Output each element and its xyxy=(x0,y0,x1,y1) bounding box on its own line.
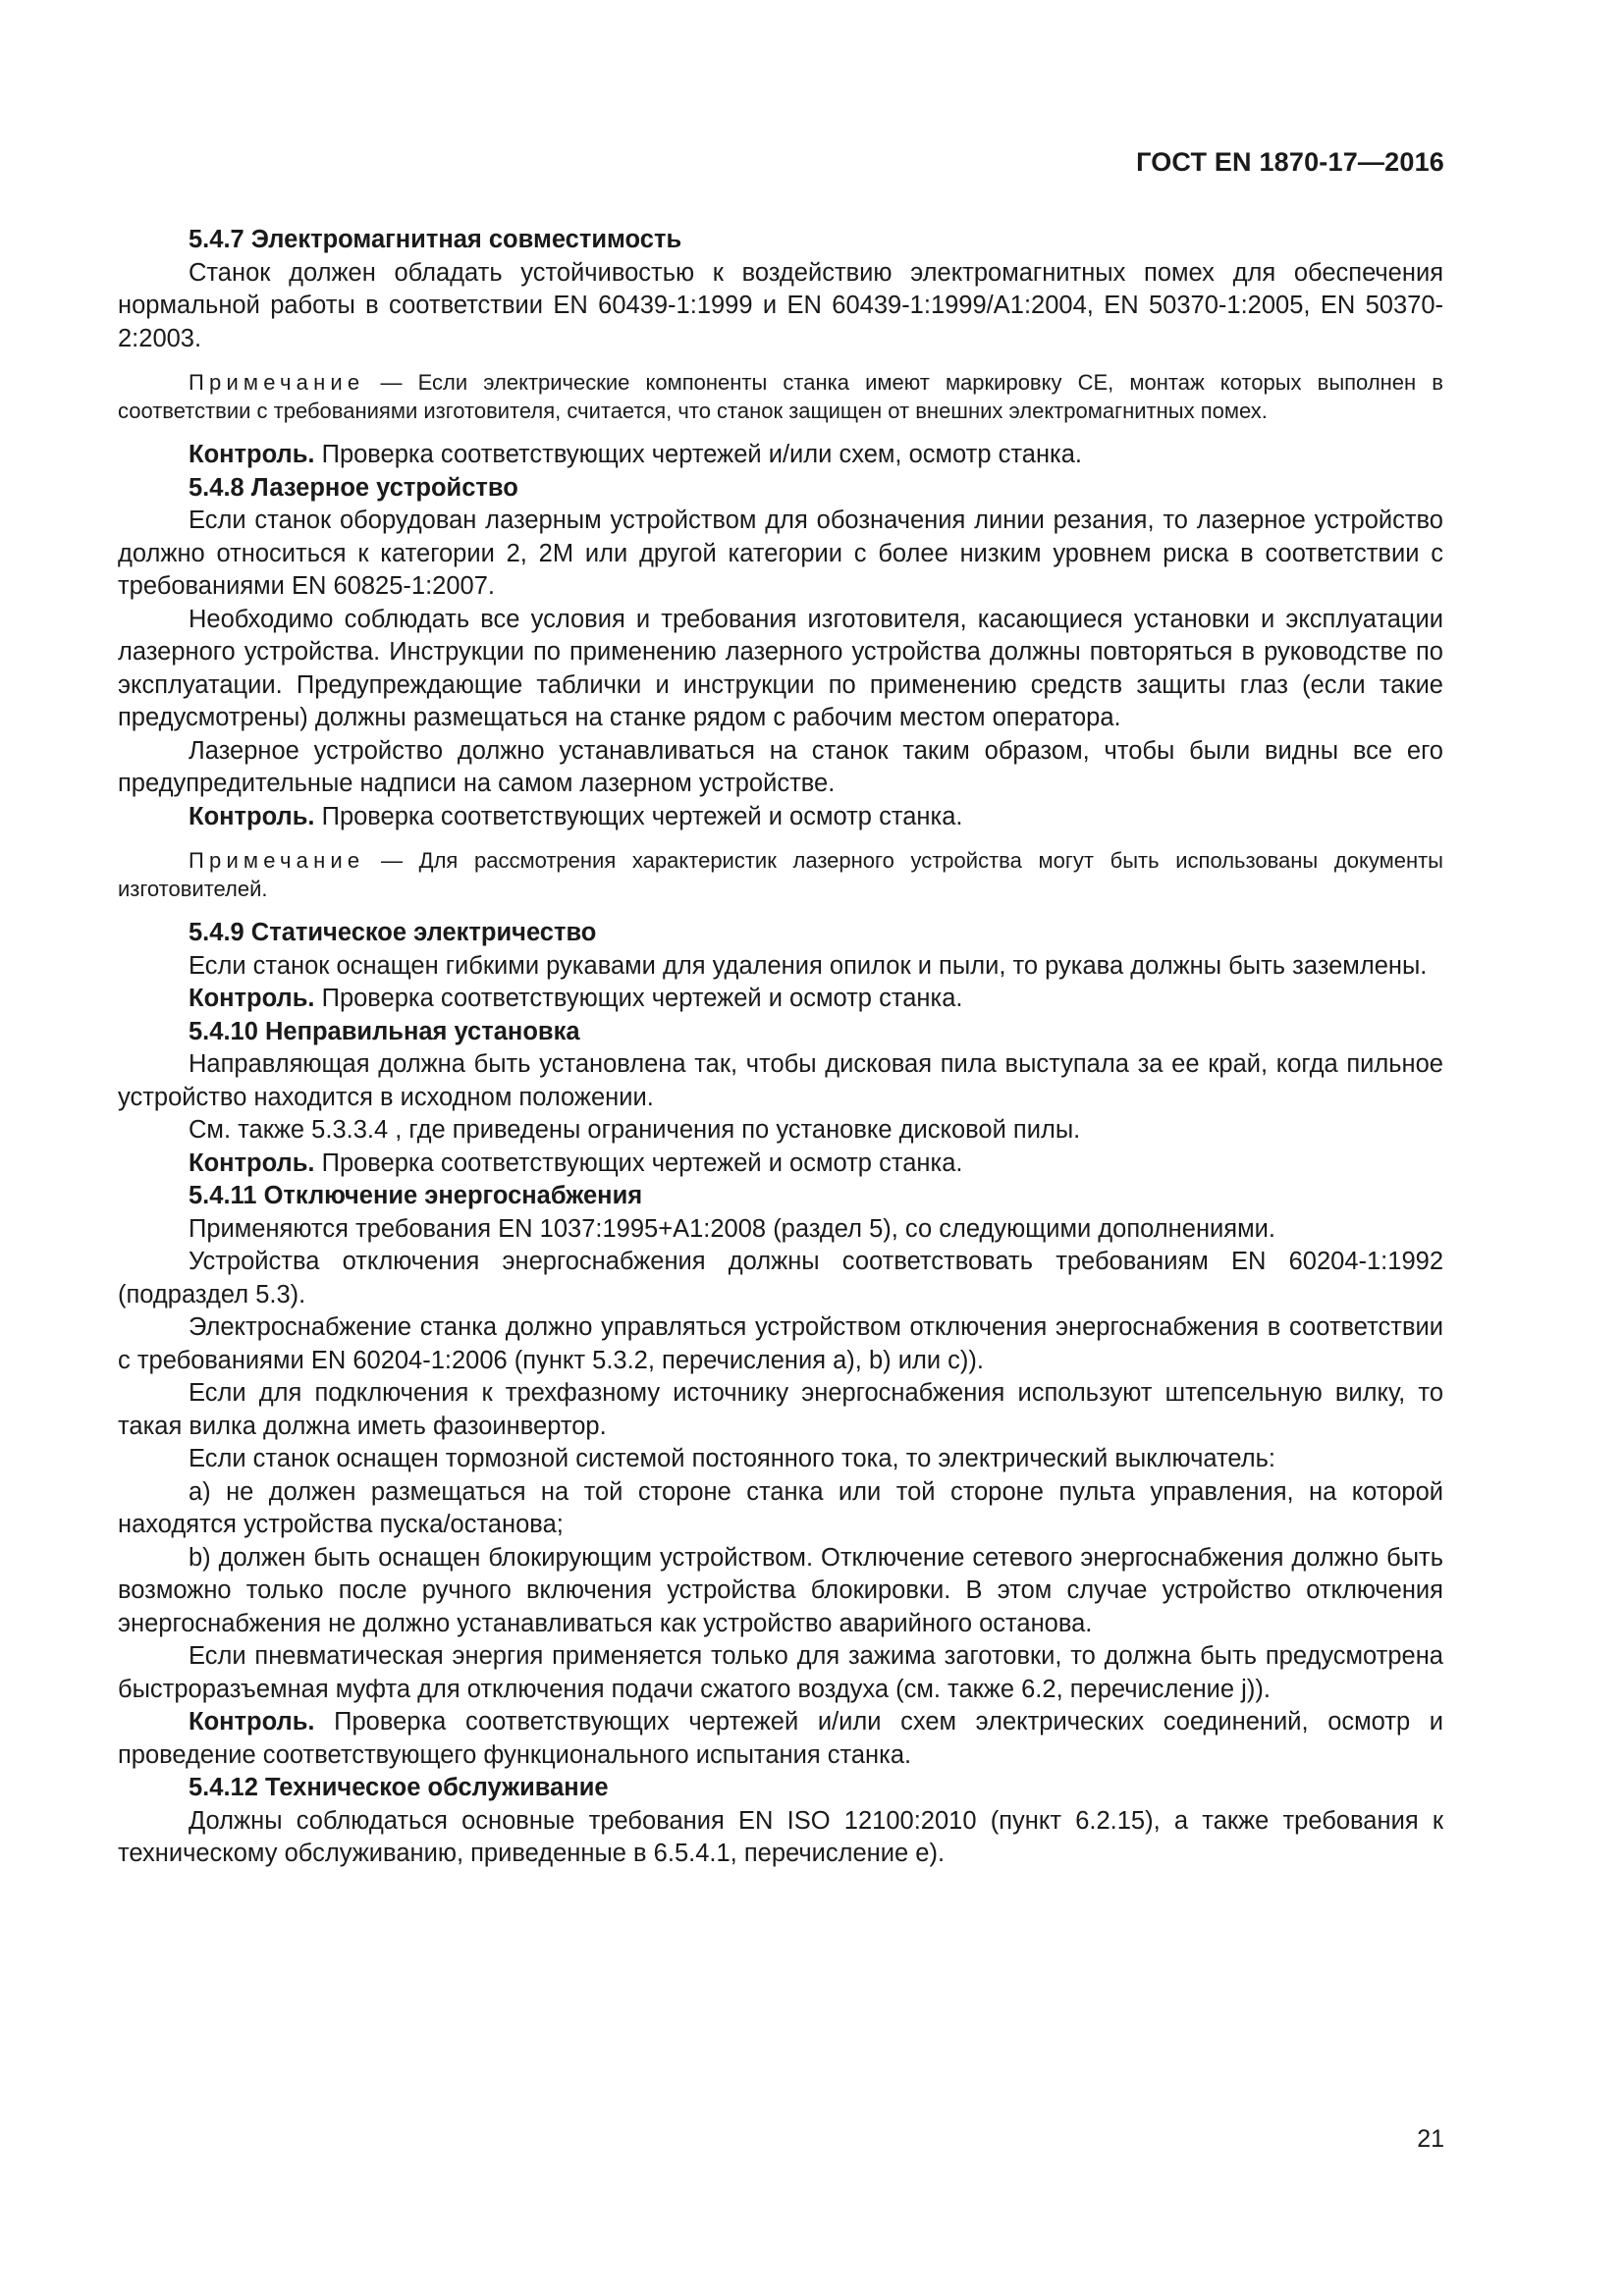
control-text: Проверка соответствующих чертежей и/или схем электрических соединений, осмотр и проведение соответствующего функционального испытания станка. xyxy=(118,1708,1443,1769)
paragraph: Если пневматическая энергия применяется только для зажима заготовки, то должна быть предусмотрена быстроразъемная муфта для отключения подачи сжатого воздуха (см. также 6.2, перечисление j)). xyxy=(118,1642,1443,1703)
section-heading-5-4-7: 5.4.7 Электромагнитная совместимость xyxy=(189,226,682,253)
section-heading-5-4-9: 5.4.9 Статическое электричество xyxy=(189,919,597,946)
paragraph: Электроснабжение станка должно управляться устройством отключения энергоснабжения в соответствии с требованиями EN 60204-1:2006 (пункт 5.3.2, перечисления a), b) или c)). xyxy=(118,1313,1443,1374)
paragraph: Применяются требования EN 1037:1995+A1:2008 (раздел 5), со следующими дополнениями. xyxy=(189,1214,1275,1243)
control-label: Контроль. xyxy=(189,985,315,1012)
control-label: Контроль. xyxy=(189,802,315,830)
control-text: Проверка соответствующих чертежей и осмотр станка. xyxy=(321,985,963,1012)
control-text: Проверка соответствующих чертежей и осмотр станка. xyxy=(321,802,963,830)
paragraph: Станок должен обладать устойчивостью к воздействию электромагнитных помех для обеспечения нормальной работы в соответствии EN 60439-1:1999 и EN 60439-1:1999/A1:2004, EN 50370-1:2005, EN 50370-2:2003. xyxy=(118,258,1443,352)
paragraph: Если станок оснащен гибкими рукавами для удаления опилок и пыли, то рукава должны быть заземлены. xyxy=(189,951,1428,980)
list-item: b) должен быть оснащен блокирующим устройством. Отключение сетевого энергоснабжения должно быть возможно только после ручного включения устройства блокировки. В этом случае устройство отключения энергоснабжения не должно устанавливаться как устройство аварийного останова. xyxy=(118,1543,1443,1637)
section-heading-5-4-12: 5.4.12 Техническое обслуживание xyxy=(189,1774,609,1801)
note xyxy=(118,846,1443,903)
page-number: 21 xyxy=(1417,2125,1444,2153)
paragraph: Если станок оборудован лазерным устройством для обозначения линии резания, то лазерное устройство должно относиться к категории 2, 2М или другой категории с более низким уровнем риска в соответствии с требованиями EN 60825-1:2007. xyxy=(118,507,1443,600)
control-paragraph xyxy=(118,439,1443,472)
control-paragraph xyxy=(118,1706,1443,1772)
control-label: Контроль. xyxy=(189,1148,315,1177)
control-text: Проверка соответствующих чертежей и/или схем, осмотр станка. xyxy=(321,441,1083,468)
section-heading-5-4-11: 5.4.11 Отключение энергоснабжения xyxy=(189,1182,643,1209)
section-heading-5-4-8: 5.4.8 Лазерное устройство xyxy=(189,473,518,502)
note xyxy=(118,368,1443,425)
note-text: — Для рассмотрения характеристик лазерного устройства могут быть использованы документы изготовителей. xyxy=(118,848,1443,901)
paragraph: Необходимо соблюдать все условия и требования изготовителя, касающиеся установки и эксплуатации лазерного устройства. Инструкции по применению лазерного устройства должны повторяться в руководстве по эксплуатации. Предупреждающие таблички и инструкции по применению средств защиты глаз (если такие предусмотрены) должны размещаться на станке рядом с рабочим местом оператора. xyxy=(118,605,1443,731)
control-paragraph xyxy=(118,983,1443,1016)
note-label: Примечание xyxy=(189,370,365,395)
document-code: ГОСТ EN 1870-17—2016 xyxy=(1136,147,1444,177)
section-heading-5-4-10: 5.4.10 Неправильная установка xyxy=(189,1017,580,1045)
list-item: a) не должен размещаться на той стороне станка или той стороне пульта управления, на которой находятся устройства пуска/останова; xyxy=(118,1477,1443,1538)
paragraph: Если для подключения к трехфазному источнику энергоснабжения используют штепсельную вилку, то такая вилка должна иметь фазоинвертор. xyxy=(118,1379,1443,1440)
control-text: Проверка соответствующих чертежей и осмотр станка. xyxy=(321,1148,963,1177)
paragraph: Лазерное устройство должно устанавливаться на станок таким образом, чтобы были видны все его предупредительные надписи на самом лазерном устройстве. xyxy=(118,736,1443,797)
document-body xyxy=(118,224,1443,1871)
paragraph: Устройства отключения энергоснабжения должны соответствовать требованиям EN 60204-1:1992 (подраздел 5.3). xyxy=(118,1248,1443,1308)
control-label: Контроль. xyxy=(189,1708,315,1735)
control-paragraph xyxy=(118,801,1443,834)
paragraph: См. также 5.3.3.4 , где приведены ограничения по установке дисковой пилы. xyxy=(189,1116,1081,1144)
paragraph: Если станок оснащен тормозной системой постоянного тока, то электрический выключатель: xyxy=(189,1445,1276,1472)
control-paragraph xyxy=(118,1148,1443,1181)
paragraph: Направляющая должна быть установлена так, чтобы дисковая пила выступала за ее край, когда пильное устройство находится в исходном положении. xyxy=(118,1050,1443,1111)
paragraph: Должны соблюдаться основные требования EN ISO 12100:2010 (пункт 6.2.15), а также требования к техническому обслуживанию, приведенные в 6.5.4.1, перечисление e). xyxy=(118,1806,1443,1867)
control-label: Контроль. xyxy=(189,441,315,468)
note-text: — Если электрические компоненты станка имеют маркировку CE, монтаж которых выполнен в соответствии с требованиями изготовителя, считается, что станок защищен от внешних электромагнитных помех. xyxy=(118,370,1443,423)
note-label: Примечание xyxy=(189,848,365,873)
